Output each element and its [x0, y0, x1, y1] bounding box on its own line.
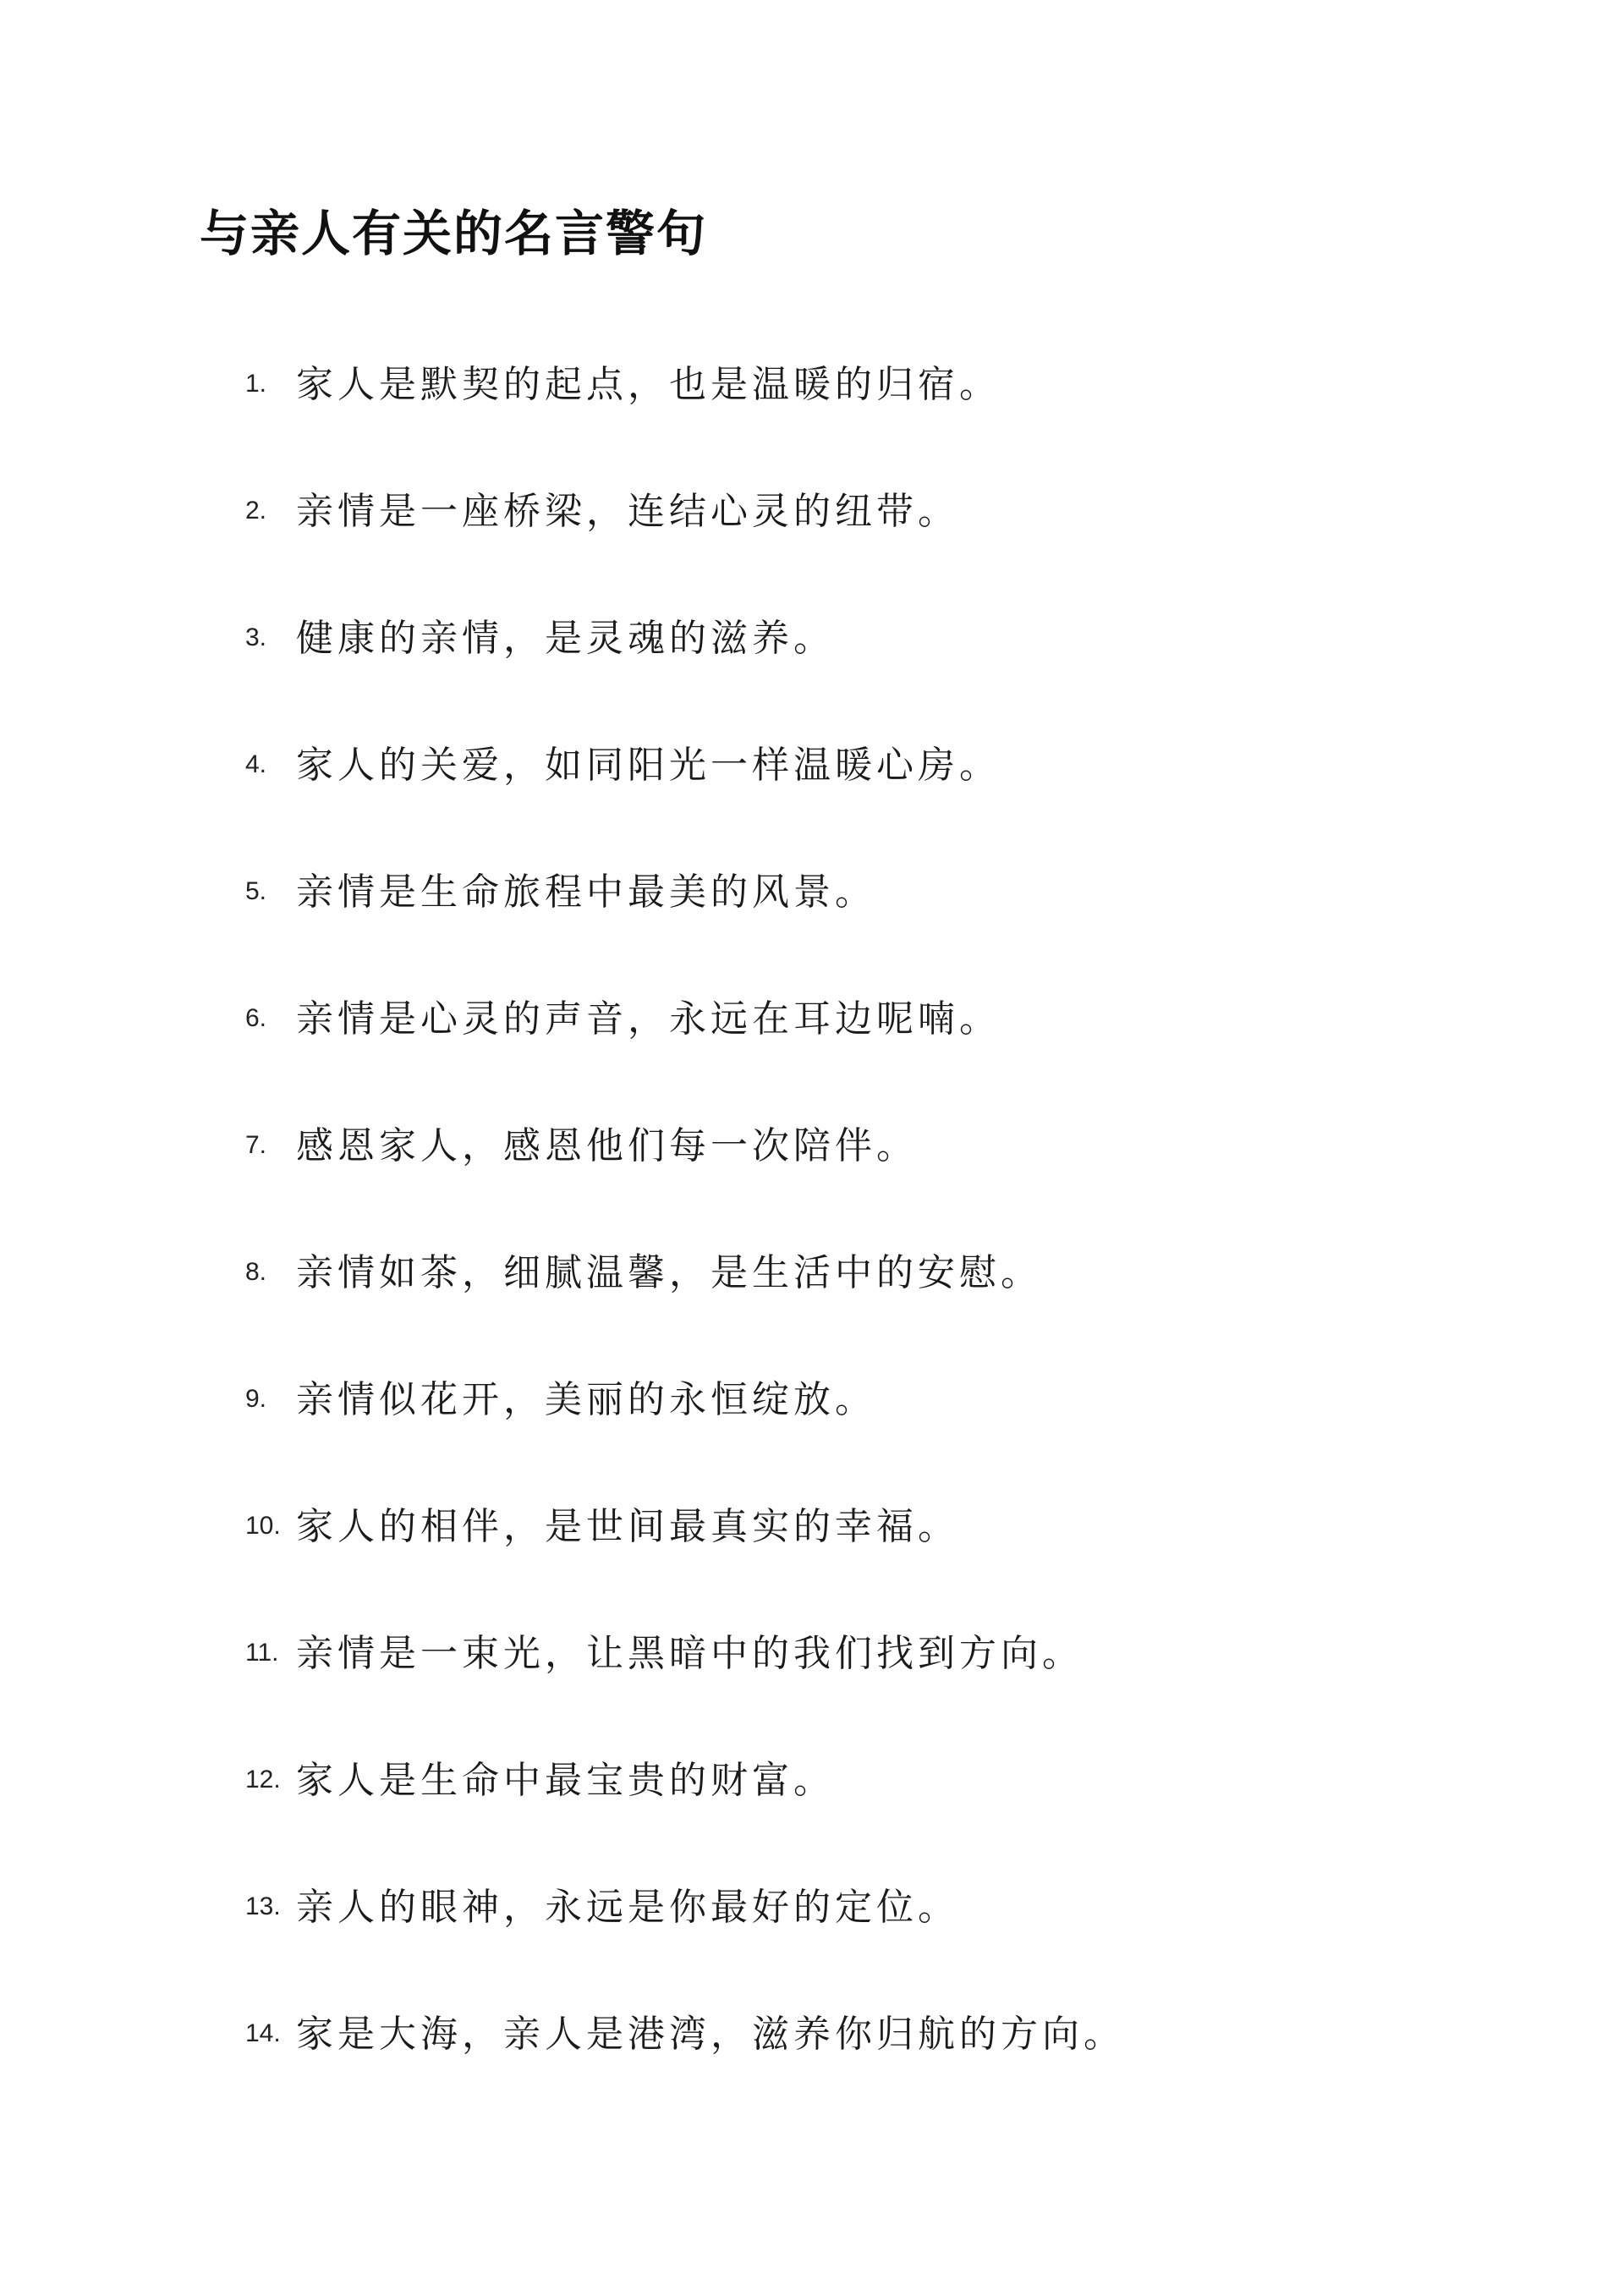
quote-text: 亲情是一束光，让黑暗中的我们找到方向。 — [296, 1632, 1084, 1675]
quote-number: 1. — [245, 370, 267, 398]
quote-text: 家是大海，亲人是港湾，滋养你归航的方向。 — [296, 2013, 1125, 2056]
quote-text: 亲人的眼神，永远是你最好的定位。 — [296, 1886, 959, 1929]
document-title: 与亲人有关的名言警句 — [200, 205, 708, 262]
quote-text: 家人是生命中最宝贵的财富。 — [296, 1759, 835, 1802]
quote-text: 感恩家人，感恩他们每一次陪伴。 — [296, 1124, 918, 1167]
quote-text: 亲情是心灵的声音，永远在耳边呢喃。 — [296, 997, 1001, 1041]
quote-number: 3. — [245, 623, 267, 651]
quote-text: 健康的亲情，是灵魂的滋养。 — [296, 617, 835, 660]
quote-item — [245, 1235, 1042, 1303]
quote-text: 亲情似花开，美丽的永恒绽放。 — [296, 1378, 876, 1421]
quote-item — [245, 347, 1001, 415]
quote-item — [245, 981, 1001, 1049]
quote-number: 6. — [245, 1004, 267, 1032]
quote-item — [245, 601, 835, 668]
quote-item — [245, 1743, 835, 1810]
quote-text: 家人的关爱，如同阳光一样温暖心房。 — [296, 744, 1001, 787]
quote-number: 4. — [245, 750, 267, 778]
quote-number: 10. — [245, 1512, 281, 1540]
quote-number: 8. — [245, 1258, 267, 1286]
quote-item — [245, 1870, 959, 1937]
quote-text: 家人是默契的起点，也是温暖的归宿。 — [296, 363, 1001, 406]
quote-item — [245, 474, 959, 541]
quote-number: 11. — [245, 1639, 279, 1667]
quote-item — [245, 854, 876, 922]
quote-text: 亲情是生命旅程中最美的风景。 — [296, 871, 876, 914]
quote-number: 2. — [245, 497, 267, 525]
quote-number: 14. — [245, 2019, 281, 2047]
quote-text: 亲情如茶，细腻温馨，是生活中的安慰。 — [296, 1251, 1042, 1294]
quote-item — [245, 1489, 959, 1557]
quote-item — [245, 1108, 918, 1176]
quote-number: 13. — [245, 1892, 281, 1920]
quote-number: 9. — [245, 1385, 267, 1413]
quote-number: 12. — [245, 1766, 281, 1793]
quote-text: 亲情是一座桥梁，连结心灵的纽带。 — [296, 490, 959, 533]
quote-item — [245, 1997, 1125, 2064]
quote-item — [245, 1616, 1084, 1684]
quote-number: 7. — [245, 1131, 267, 1159]
quote-item — [245, 1362, 876, 1430]
quote-text: 家人的相伴，是世间最真实的幸福。 — [296, 1505, 959, 1548]
quote-number: 5. — [245, 877, 267, 905]
quote-item — [245, 728, 1001, 795]
